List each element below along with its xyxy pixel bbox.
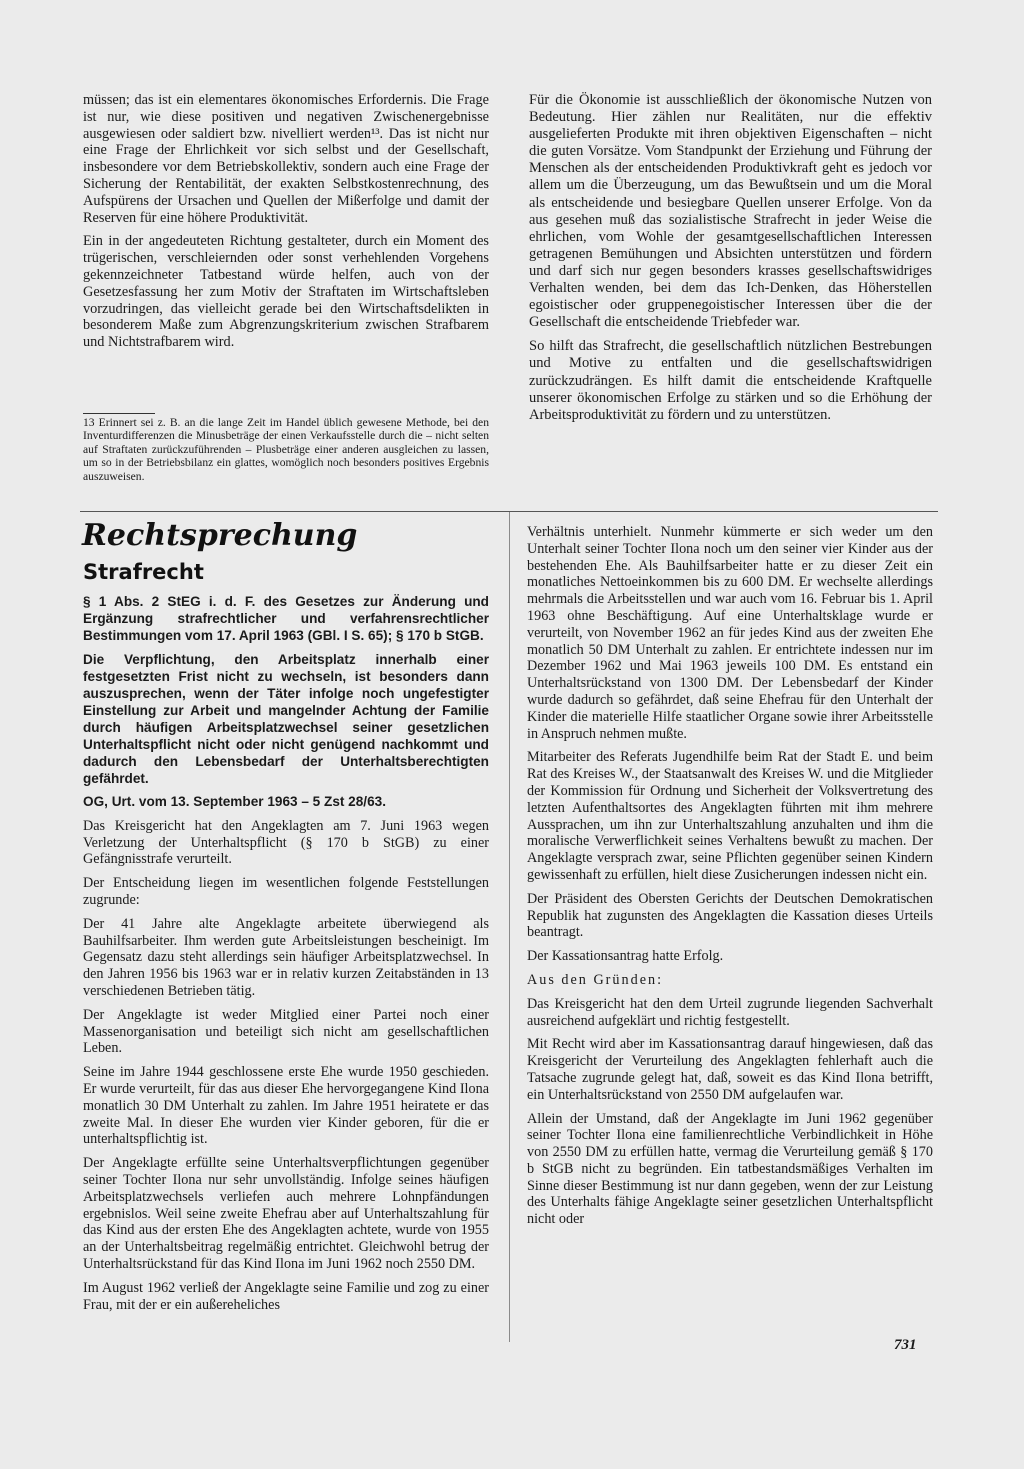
paragraph: Der Angeklagte erfüllte seine Unterhaltsverpflichtungen gegenüber seiner Tochter Ilona nur sehr unvollständig. Infolge seines häufigen Arbeitsplatzwechsels verliefen auch mehrere Lohnpfändungen ergebnislos. Weil seine zweite Ehefrau aber auf Unterhaltszahlung für das Kind aus der ersten Ehe des Angeklagten achtete, wurde von 1955 an der Unterhaltsbeitrag regelmäßig entrichtet. Gleichwohl betrug der Unterhaltsrückstand für das Kind Ilona im Juni 1962 noch 2550 DM.	[83, 1155, 489, 1272]
paragraph: Der Präsident des Obersten Gerichts der Deutschen Demokratischen Republik hat zugunsten des Angeklagten die Kassation dieses Urteils beantragt.	[527, 890, 933, 941]
paragraph: Das Kreisgericht hat den Angeklagten am 7. Juni 1963 wegen Verletzung der Unterhaltspflicht (§ 170 b StGB) zu einer Gefängnisstrafe verurteilt.	[83, 817, 489, 868]
paragraph: Das Kreisgericht hat den dem Urteil zugrunde liegenden Sachverhalt ausreichend aufgeklärt und richtig festgestellt.	[527, 995, 933, 1029]
paragraph: Im August 1962 verließ der Angeklagte seine Familie und zog zu einer Frau, mit der er ein außereheliches	[83, 1279, 489, 1313]
paragraph: Der Entscheidung liegen im wesentlichen folgende Feststellungen zugrunde:	[83, 875, 489, 908]
section-heading: Strafrecht	[83, 560, 204, 584]
paragraph: Der 41 Jahre alte Angeklagte arbeitete überwiegend als Bauhilfsarbeiter. Ihm werden gute Arbeitsleistungen bescheinigt. Im Gegensatz dazu steht allerdings sein häufiger Arbeitsplatzwechsel. In den Jahren 1956 bis 1963 war er in relativ kurzen Zeitabständen in 13 verschiedenen Betrieben tätig.	[83, 915, 489, 999]
paragraph: Ein in der angedeuteten Richtung gestalteter, durch ein Moment des trügerischen, verschleiernden oder sonst verhehlenden Vorgehens gekennzeichneter Tatbestand würde helfen, auch von der Gesetzesfassung her zum Motiv der Straftaten im Wirtschaftsleben vorzudringen, das vielleicht gerade bei den Wirtschaftsdelikten in besonderem Maße zum Abgrenzungskriterium zwischen Strafbarem und Nichtstrafbarem wird.	[83, 233, 489, 351]
headnote-summary: Die Verpflichtung, den Arbeitsplatz innerhalb einer festgesetzten Frist nicht zu wechseln, ist besonders dann auszusprechen, wenn der Täter infolge noch ungefestigter Einstellung zur Arbeit und mangelnder Achtung der Familie durch häufigen Arbeitsplatzwechsel seiner gesetzlichen Unterhaltspflicht nicht oder nicht genügend nachkommt und dadurch den Lebensbedarf der Unterhaltsberechtigten gefährdet.	[83, 652, 489, 786]
paragraph: müssen; das ist ein elementares ökonomisches Erfordernis. Die Frage ist nur, wie diese positiven und negativen Zwischenergebnisse ausgewiesen oder saldiert bzw. nivelliert werden¹³. Das ist nicht nur eine Frage der Ehrlichkeit vor sich selbst und der Gesellschaft, insbesondere vor dem Betriebskollektiv, sondern auch eine Frage der Sicherung der Rentabilität, der exakten Selbstkostenrechnung, des Aufspürens der Ursachen und Quellen der Mißerfolge und damit der Reserven für eine höhere Produktivität.	[83, 92, 489, 226]
top-right-column	[529, 92, 932, 431]
reasons-heading: Aus den Gründen:	[527, 971, 664, 988]
court-citation: OG, Urt. vom 13. September 1963 – 5 Zst 28/63.	[83, 794, 386, 809]
paragraph: Verhältnis unterhielt. Nunmehr kümmerte er sich weder um den Unterhalt seiner Tochter Ilona noch um den seiner vier Kinder aus der bestehenden Ehe. Als Bauhilfsarbeiter hatte er zu dieser Zeit ein monatliches Nettoeinkommen bis zu 600 DM. Er wechselte allerdings mehrmals die Arbeitsstellen und war auch vom 16. Februar bis 1. April 1963 ohne Beschäftigung. Auf eine Unterhaltsklage wurde er verurteilt, von November 1962 an für jedes Kind aus der zweiten Ehe monatlich 50 DM Unterhalt zu zahlen. Er entrichtete indessen nur im Dezember 1962 und Mai 1963 jeweils 100 DM. Es entstand ein Unterhaltsrückstand von 1300 DM. Der Lebensbedarf der Kinder wurde dadurch so gefährdet, daß seine Ehefrau für den Unterhalt der Kinder die materielle Hilfe staatlicher Organe sowie ihrer Arbeitsstelle in Anspruch nehmen mußte.	[527, 524, 933, 742]
paragraph: Allein der Umstand, daß der Angeklagte im Juni 1962 gegenüber seiner Tochter Ilona eine familienrechtliche Verbindlichkeit in Höhe von 2550 DM zu erfüllen hatte, vermag die Verurteilung gemäß § 170 b StGB nicht zu begründen. Ein tatbestandsmäßiges Verhalten im Sinne dieser Bestimmung ist nur dann gegeben, wenn der zur Leistung des Unterhalts fähige Angeklagte seiner gesetzlichen Unterhaltspflicht nicht oder	[527, 1110, 933, 1228]
legal-reference: § 1 Abs. 2 StEG i. d. F. des Gesetzes zur Änderung und Ergänzung strafrechtlicher und verfahrensrechtlicher Bestimmungen vom 17. April 1963 (GBl. I S. 65); § 170 b StGB.	[83, 594, 489, 643]
paragraph: Der Angeklagte ist weder Mitglied einer Partei noch einer Massenorganisation und beteiligt sich nicht am gesellschaftlichen Leben.	[83, 1006, 489, 1057]
page-number: 731	[894, 1337, 917, 1353]
paragraph: Mit Recht wird aber im Kassationsantrag darauf hingewiesen, daß das Kreisgericht der Verurteilung des Angeklagten fehlerhaft auch die Tatsache zugrunde gelegt hat, daß, soweit es das Kind Ilona betrifft, ein Unterhaltsrückstand von 2550 DM aufgelaufen war.	[527, 1036, 933, 1103]
top-left-column	[83, 92, 489, 358]
bottom-left-column	[83, 593, 489, 1320]
paragraph: Mitarbeiter des Referats Jugendhilfe beim Rat der Stadt E. und beim Rat des Kreises W., der Staatsanwalt des Kreises W. und die Mitglieder der Kommission für Ordnung und Sicherheit der Volksvertretung des letzten Aufenthaltsortes des Angeklagten führten mit ihm mehrere Aussprachen, um ihn zur Unterhaltszahlung anzuhalten und ihm die moralische Verwerflichkeit seines Verhaltens bewußt zu machen. Der Angeklagte versprach zwar, seine Pflichten gegenüber seinen Kindern gewissenhaft zu erfüllen, hielt diese Zusicherungen indessen nicht ein.	[527, 749, 933, 883]
paragraph: Seine im Jahre 1944 geschlossene erste Ehe wurde 1950 geschieden. Er wurde verurteilt, für das aus dieser Ehe hervorgegangene Kind Ilona monatlich 30 DM Unterhalt zu zahlen. Im Jahre 1951 heiratete er das zweite Mal. In dieser Ehe wurden vier Kinder geboren, für die er unterhaltspflichtig ist.	[83, 1064, 489, 1148]
footnote-divider	[83, 413, 155, 414]
column-divider	[509, 512, 510, 1342]
footnote-text: 13 Erinnert sei z. B. an die lange Zeit im Handel üblich gewesene Methode, bei den Inventurdifferenzen die Minusbeträge der einen Verkaufsstelle durch die – nicht selten auf Straftaten zurückzuführenden – Plusbeträge einer anderen ausgleichen zu lassen, um so in der Betriebsbilanz ein glattes, womöglich noch besonders positives Ergebnis auszuweisen.	[83, 416, 489, 483]
footnote	[83, 416, 489, 483]
bottom-right-column	[527, 524, 933, 1235]
paragraph: So hilft das Strafrecht, die gesellschaftlich nützlichen Bestrebungen und Motive zu entfalten und die gesellschaftswidrigen zurückzudrängen. Es hilft damit die entscheidende Kraftquelle unserer ökonomischen Erfolge zu stärken und so die Erhöhung der Arbeitsproduktivität zu fördern und zu unterstützen.	[529, 338, 932, 423]
paragraph: Der Kassationsantrag hatte Erfolg.	[527, 948, 724, 965]
rubric-heading: Rechtsprechung	[82, 518, 358, 553]
paragraph: Für die Ökonomie ist ausschließlich der ökonomische Nutzen von Bedeutung. Hier zählen nur Realitäten, nur die effektiv ausgelieferten Produkte mit ihren objektiven Eigenschaften – nicht die guten Vorsätze. Vom Standpunkt der Erziehung und Führung der Menschen als der entscheidenden Produktivkraft geht es jedoch vor allem um die Überzeugung, um das Bewußtsein und um die Moral als entscheidende und besiegbare Quellen unserer Erfolge. Von da aus gesehen muß das sozialistische Strafrecht in jeder Weise die ehrlichen, vom Wohle der gesamtgesellschaftlichen Interessen getragenen Bemühungen und Absichten unterstützen und fördern und darf sich nur gegen besonders krasses gesellschaftswidriges Verhalten wenden, bei dem das Ich-Denken, das Höherstellen egoistischer oder gruppenegoistischer Interessen über die der Gesellschaft die entscheidende Triebfeder war.	[529, 92, 932, 331]
